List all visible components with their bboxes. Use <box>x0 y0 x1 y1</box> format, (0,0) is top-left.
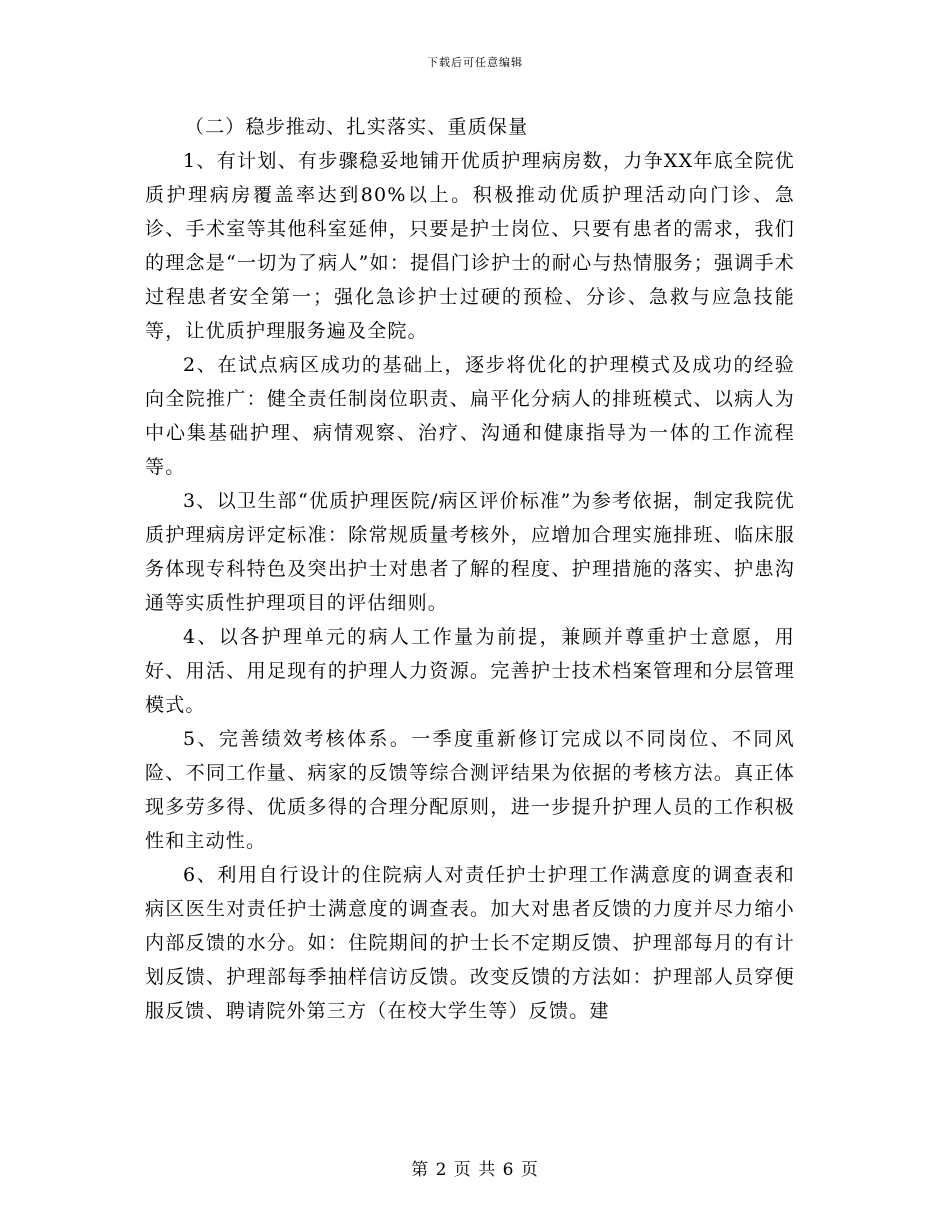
section-title: （二）稳步推动、扎实落实、重质保量 <box>184 116 529 138</box>
paragraph-5: 5、完善绩效考核体系。一季度重新修订完成以不同岗位、不同风险、不同工作量、病家的反馈等综合测评结果为依据的考核方法。真正体现多劳多得、优质多得的合理分配原则，进一步提升护理人员的工作积极性和主动性。 <box>145 728 795 852</box>
document-body <box>145 110 795 1028</box>
page-number-footer: 第 2 页 共 6 页 <box>411 1160 539 1180</box>
paragraph-2: 2、在试点病区成功的基础上，逐步将优化的护理模式及成功的经验向全院推广：健全责任制岗位职责、扁平化分病人的排班模式、以病人为中心集基础护理、病情观察、治疗、沟通和健康指导为一体的工作流程等。 <box>145 354 795 478</box>
paragraph-3: 3、以卫生部“优质护理医院/病区评价标准”为参考依据，制定我院优质护理病房评定标准：除常规质量考核外，应增加合理实施排班、临床服务体现专科特色及突出护士对患者了解的程度、护理措施的落实、护患沟通等实质性护理项目的评估细则。 <box>145 490 795 614</box>
paragraph-4: 4、以各护理单元的病人工作量为前提，兼顾并尊重护士意愿，用好、用活、用足现有的护理人力资源。完善护士技术档案管理和分层管理模式。 <box>145 626 795 716</box>
page-header-note: 下载后可任意编辑 <box>427 56 523 69</box>
paragraph-1: 1、有计划、有步骤稳妥地铺开优质护理病房数，力争XX年底全院优质护理病房覆盖率达到80%以上。积极推动优质护理活动向门诊、急诊、手术室等其他科室延伸，只要是护士岗位、只要有患者的需求，我们的理念是“一切为了病人”如：提倡门诊护士的耐心与热情服务；强调手术过程患者安全第一；强化急诊护士过硬的预检、分诊、急救与应急技能等，让优质护理服务遍及全院。 <box>145 150 795 342</box>
paragraph-6: 6、利用自行设计的住院病人对责任护士护理工作满意度的调查表和病区医生对责任护士满意度的调查表。加大对患者反馈的力度并尽力缩小内部反馈的水分。如：住院期间的护士长不定期反馈、护理部每月的有计划反馈、护理部每季抽样信访反馈。改变反馈的方法如：护理部人员穿便服反馈、聘请院外第三方（在校大学生等）反馈。建 <box>145 864 795 1022</box>
